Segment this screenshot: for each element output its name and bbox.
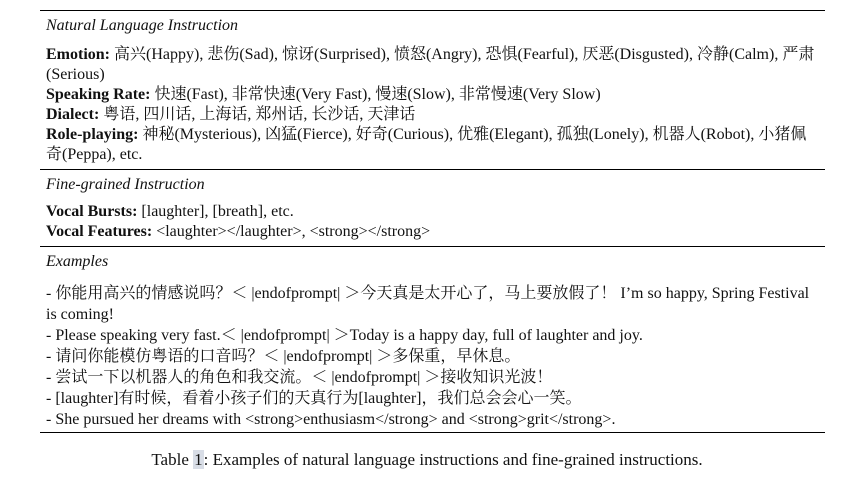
emotion-label: Emotion: (46, 46, 110, 63)
table-number-link[interactable]: 1 (194, 450, 203, 469)
speaking-rate-values: 快速(Fast), 非常快速(Very Fast), 慢速(Slow), 非常慢速(Very Slow) (154, 86, 601, 103)
examples-section (40, 246, 825, 432)
dialect-row (46, 105, 819, 125)
vocal-bursts-row (46, 202, 819, 222)
role-playing-values: 神秘(Mysterious), 凶猛(Fierce), 好奇(Curious), 优雅(Elegant), 孤独(Lonely), 机器人(Robot), 小猪佩奇(Peppa), etc. (46, 126, 807, 163)
vocal-features-values: <laughter></laughter>, <strong></strong> (156, 223, 431, 240)
example-item: - She pursued her dreams with <strong>enthusiasm</strong> and <strong>grit</strong>. (46, 411, 616, 428)
examples-title: Examples (46, 253, 109, 270)
natural-language-section (40, 15, 825, 169)
vocal-bursts-label: Vocal Bursts: (46, 203, 138, 220)
vocal-features-row (46, 222, 819, 242)
example-item: - [laughter]有时候，看着小孩子们的天真行为[laughter]，我们总会会心一笑。 (46, 390, 582, 407)
example-item: - 尝试一下以机器人的角色和我交流。＜ |endofprompt| ＞接收知识光波！ (46, 369, 553, 386)
emotion-row (46, 45, 819, 85)
dialect-values: 粤语, 四川话, 上海话, 郑州话, 长沙话, 天津话 (103, 106, 416, 123)
natural-language-title: Natural Language Instruction (46, 17, 239, 34)
instruction-table (40, 10, 825, 433)
fine-grained-title: Fine-grained Instruction (46, 176, 205, 193)
speaking-rate-row (46, 85, 819, 105)
speaking-rate-label: Speaking Rate: (46, 86, 151, 103)
role-playing-row (46, 125, 819, 165)
fine-grained-section (40, 169, 825, 246)
table-caption (0, 449, 854, 471)
caption-prefix: Table (151, 450, 194, 469)
emotion-values: 高兴(Happy), 悲伤(Sad), 惊讶(Surprised), 愤怒(Angry), 恐惧(Fearful), 厌恶(Disgusted), 冷静(Calm), 严肃(Serious) (46, 46, 815, 83)
caption-text: : Examples of natural language instructions and fine-grained instructions. (203, 450, 703, 469)
vocal-bursts-values: [laughter], [breath], etc. (141, 203, 294, 220)
role-playing-label: Role-playing: (46, 126, 139, 143)
example-item: - Please speaking very fast.＜ |endofprompt| ＞Today is a happy day, full of laughter and joy. (46, 327, 643, 344)
example-item: - 请问你能模仿粤语的口音吗？＜ |endofprompt| ＞多保重，早休息。 (46, 348, 521, 365)
vocal-features-label: Vocal Features: (46, 223, 153, 240)
dialect-label: Dialect: (46, 106, 100, 123)
example-item: - 你能用高兴的情感说吗？＜ |endofprompt| ＞今天真是太开心了，马上要放假了！ I’m so happy, Spring Festival is coming! (46, 285, 810, 323)
